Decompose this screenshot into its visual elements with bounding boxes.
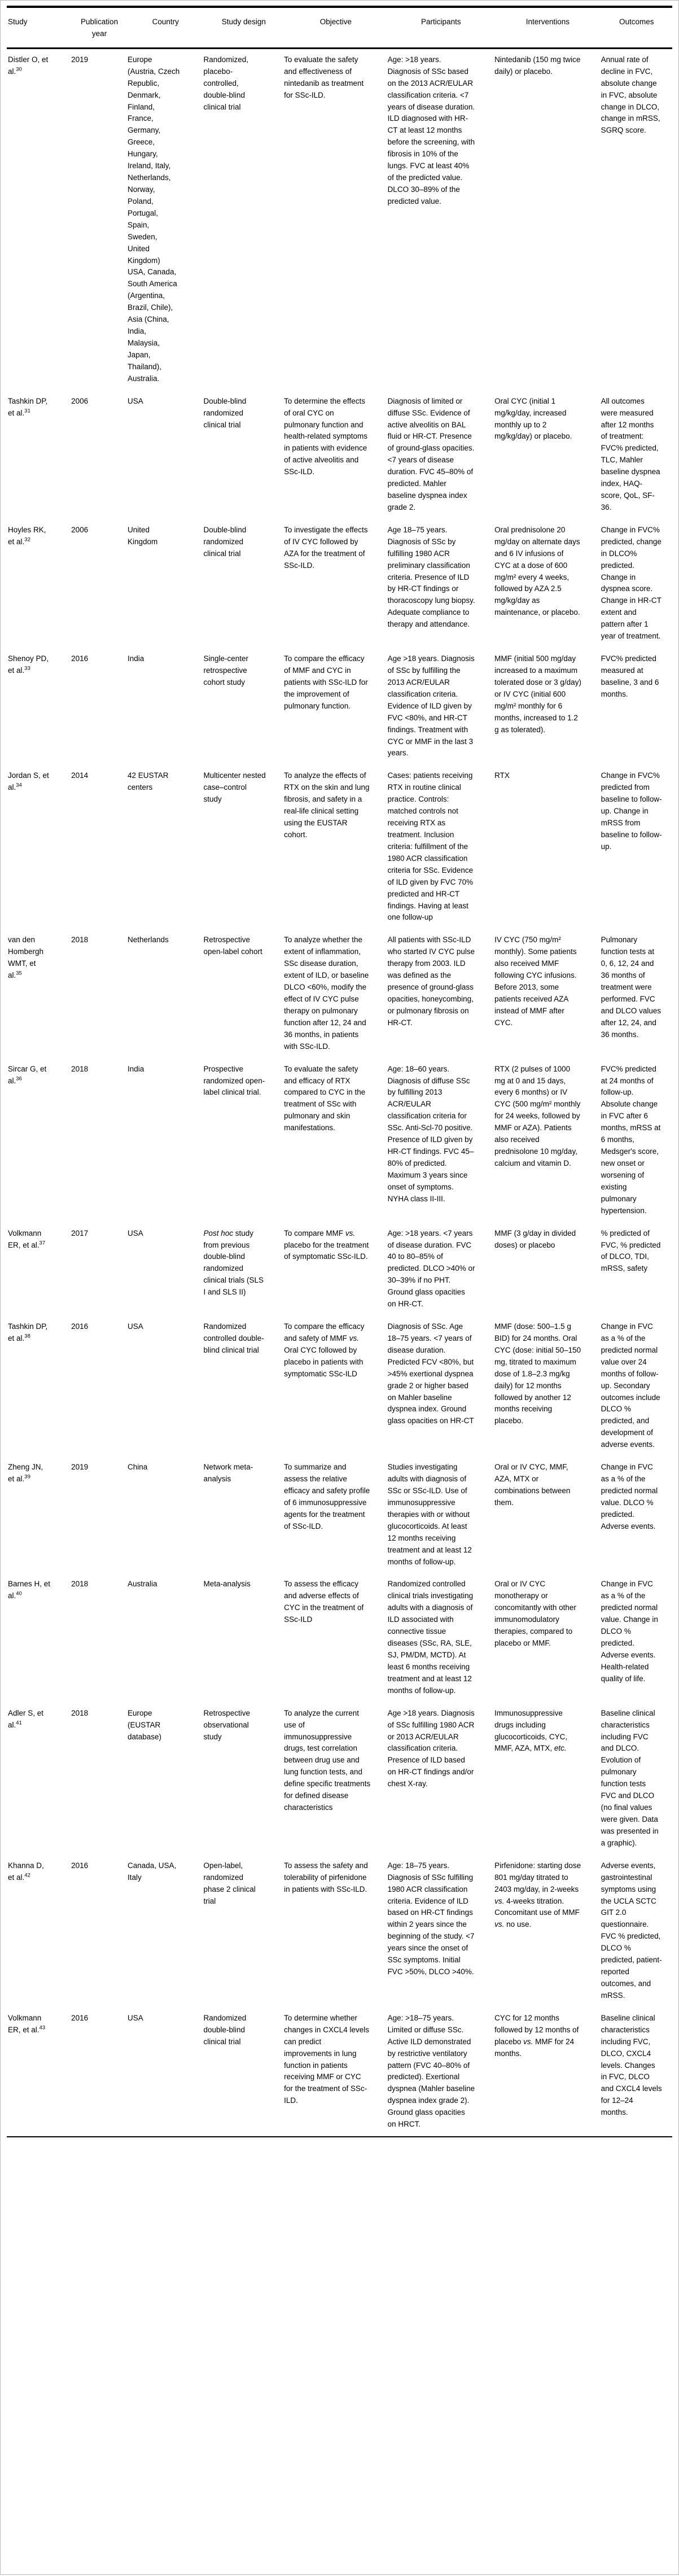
study-cell <box>7 1855 71 2008</box>
interventions-cell: RTX (2 pulses of 1000 mg at 0 and 15 days, every 6 months) or IV CYC (500 mg/m² monthly for 24 weeks, followed by MMF or AZA). Patients also received prednisolone 10 mg/day, calcium and vitamin D. <box>494 1064 581 1167</box>
outcomes-cell: Annual rate of decline in FVC, absolute change in FVC, absolute change in DLCO, change in mRSS, SGRQ score. <box>601 55 660 135</box>
objective-cell: To compare the efficacy of MMF and CYC in patients with SSc-ILD for the improvement of pulmonary function. <box>284 654 368 710</box>
table-body <box>7 48 672 2137</box>
study-cell <box>7 1573 71 1702</box>
reference-number: 33 <box>24 665 30 672</box>
interventions-cell: Oral or IV CYC monotherapy or concomitantly with other immunomodulatory therapies, compared to placebo or MMF. <box>494 1580 576 1648</box>
year-cell: 2017 <box>71 1228 89 1237</box>
year-cell: 2006 <box>71 396 89 405</box>
year-cell: 2014 <box>71 771 89 780</box>
design-cell: Double-blind randomized clinical trial <box>203 396 247 429</box>
table-row <box>7 519 672 648</box>
participants-cell: Randomized controlled clinical trials investigating adults with a diagnosis of ILD associated with connective tissue diseases (SSc, RA, SLE, SJ, PM/DM, MCTD). At least 6 months receiving treatment and at least 12 months of follow-up. <box>387 1580 474 1695</box>
reference-number: 30 <box>16 66 22 73</box>
year-cell: 2019 <box>71 1463 89 1472</box>
study-citation: Shenoy PD, et al. <box>8 654 49 675</box>
study-citation: Zheng JN, et al. <box>8 1463 43 1484</box>
objective-cell: To investigate the effects of IV CYC followed by AZA for the treatment of SSc-ILD. <box>284 525 368 570</box>
interventions-cell: MMF (3 g/day in divided doses) or placebo <box>494 1228 576 1249</box>
table-row <box>7 1457 672 1573</box>
column-header-study-design: Study design <box>203 7 284 48</box>
column-header-study: Study <box>7 7 71 48</box>
column-header-publication-year: Publication year <box>71 7 128 48</box>
outcomes-cell: FVC% predicted at 24 months of follow-up. Absolute change in FVC after 6 months, mRSS at 6 months, Medsger's score, new onset or worsening of existing pulmonary hypertension. <box>601 1064 661 1215</box>
design-cell: Open-label, randomized phase 2 clinical trial <box>203 1861 256 1905</box>
study-citation: Tashkin DP, et al. <box>8 396 48 417</box>
year-cell: 2019 <box>71 55 89 64</box>
country-cell: USA <box>127 1228 143 1237</box>
participants-cell: Age: >18 years. Diagnosis of SSc based on the 2013 ACR/EULAR classification criteria. <7 years of disease duration. ILD diagnosed with HR-CT at least 12 months before the screening, with fibrosis in 10% of the lungs. FVC at least 40% of the predicted value. DLCO 30–89% of the predicted value. <box>387 55 475 205</box>
country-cell: USA <box>127 1322 143 1331</box>
participants-cell: Age: 18–60 years. Diagnosis of diffuse SSc by fulfilling 2013 ACR/EULAR classification criteria for SSc. Anti-Scl-70 positive. Presence of ILD given by HR-CT findings. FVC 45–80% of predicted. Maximum 3 years since onset of symptoms. NYHA class II-III. <box>387 1064 474 1203</box>
objective-cell: To evaluate the safety and efficacy of RTX compared to CYC in the treatment of SSc with pulmonary and skin manifestations. <box>284 1064 366 1132</box>
study-cell <box>7 765 71 929</box>
design-cell: Randomized, placebo-controlled, double-blind clinical trial <box>203 55 249 111</box>
design-cell: Retrospective open-label cohort <box>203 935 262 956</box>
study-cell <box>7 929 71 1058</box>
outcomes-cell: % predicted of FVC, % predicted of DLCO, TDI, mRSS, safety <box>601 1228 661 1273</box>
interventions-cell: CYC for 12 months followed by 12 months of placebo vs. MMF for 24 months. <box>494 2013 579 2058</box>
table-row <box>7 765 672 929</box>
country-cell: China <box>127 1463 148 1472</box>
participants-cell: Diagnosis of limited or diffuse SSc. Evidence of active alveolitis on BAL fluid or HR-CT. Presence of ground-glass opacities. <7 years of disease duration. FVC 45–80% of predicted. Mahler baseline dyspnea index grade 2. <box>387 396 475 511</box>
year-cell: 2016 <box>71 1322 89 1331</box>
column-header-participants: Participants <box>388 7 495 48</box>
country-cell: Australia <box>127 1580 157 1589</box>
objective-cell: To analyze the effects of RTX on the skin and lung fibrosis, and safety in a real-life clinical setting using the EUSTAR cohort. <box>284 771 370 839</box>
reference-number: 41 <box>16 1720 22 1726</box>
interventions-cell: Immunosuppressive drugs including glucocorticoids, CYC, MMF, AZA, MTX, etc. <box>494 1708 568 1753</box>
country-cell: USA <box>127 396 143 405</box>
objective-cell: To compare MMF vs. placebo for the treatment of symptomatic SSc-ILD. <box>284 1228 369 1261</box>
country-cell: India <box>127 654 144 663</box>
participants-cell: All patients with SSc-ILD who started IV CYC pulse therapy from 2003. ILD was defined as the presence of ground-glass opacities, honeycombing, or pulmonary fibrosis on HR-CT. <box>387 935 475 1027</box>
participants-cell: Studies investigating adults with diagnosis of SSc or SSc-ILD. Use of immunosuppressive therapies with or without glucocorticoids. At least 12 months receiving treatment and at least 12 months of follow-up. <box>387 1463 472 1566</box>
table-row <box>7 1855 672 2008</box>
study-citation: Volkmann ER, et al. <box>8 2013 42 2034</box>
country-cell: Europe (Austria, Czech Republic, Denmark, Finland, France, Germany, Greece, Hungary, Ireland, Italy, Netherlands, Norway, Poland, Portugal, Spain, Sweden, United Kingdom) USA, Canada, South America (Argentina, Brazil, Chile), Asia (China, India, Malaysia, Japan, Thailand), Australia. <box>127 55 180 383</box>
study-citation: Tashkin DP, et al. <box>8 1322 48 1342</box>
study-cell <box>7 1223 71 1316</box>
interventions-cell: Pirfenidone: starting dose 801 mg/day titrated to 2403 mg/day, in 2-weeks vs. 4-weeks titration. Concomitant use of MMF vs. no use. <box>494 1861 581 1929</box>
study-cell <box>7 1703 71 1855</box>
table-row <box>7 2008 672 2137</box>
table-row <box>7 1703 672 1855</box>
design-cell: Network meta-analysis <box>203 1463 253 1484</box>
year-cell: 2016 <box>71 2013 89 2022</box>
outcomes-cell: Change in FVC as a % of the predicted normal value over 24 months of follow-up. Secondary outcomes include DLCO % predicted, and development of adverse events. <box>601 1322 660 1449</box>
reference-number: 36 <box>16 1075 22 1082</box>
study-citation: Distler O, et al. <box>8 55 49 76</box>
year-cell: 2016 <box>71 654 89 663</box>
design-cell: Multicenter nested case–control study <box>203 771 266 804</box>
table-header <box>7 7 672 48</box>
reference-number: 38 <box>24 1333 30 1340</box>
participants-cell: Age: >18 years. <7 years of disease duration. FVC 40 to 80–85% of predicted. DLCO >40% or 30–39% if no PHT. Ground glass opacities on HR-CT. <box>387 1228 475 1309</box>
reference-number: 34 <box>16 782 22 789</box>
year-cell: 2018 <box>71 1064 89 1073</box>
participants-cell: Cases: patients receiving RTX in routine clinical practice. Controls: matched controls not receiving RTX as treatment. Inclusion criteria: fulfillment of the 1980 ACR classification criteria for SSc. Evidence of ILD given by FVC 70% predicted and HR-CT findings. Having at least one follow-up <box>387 771 474 922</box>
design-cell: Post hoc study from previous double-blind randomized clinical trials (SLS I and SLS II) <box>203 1228 264 1297</box>
study-cell <box>7 2008 71 2137</box>
country-cell: 42 EUSTAR centers <box>127 771 169 792</box>
column-header-country: Country <box>128 7 204 48</box>
header-row <box>7 7 672 48</box>
interventions-cell: Oral prednisolone 20 mg/day on alternate days and 6 IV infusions of CYC at a dose of 600 mg/m² every 4 weeks, followed by AZA 2.5 mg/kg/day as maintenance, or placebo. <box>494 525 580 617</box>
objective-cell: To determine the effects of oral CYC on pulmonary function and health-related symptoms in patients with evidence of active alveolitis and SSc-ILD. <box>284 396 367 476</box>
participants-cell: Age 18–75 years. Diagnosis of SSc by fulfilling 1980 ACR preliminary classification criteria. Presence of ILD by HR-CT findings or thoracoscopy lung biopsy. Adequate compliance to therapy and attendance. <box>387 525 475 629</box>
design-cell: Single-center retrospective cohort study <box>203 654 249 686</box>
study-citation: Adler S, et al. <box>8 1708 44 1729</box>
design-cell: Randomized double-blind clinical trial <box>203 2013 247 2046</box>
design-cell: Double-blind randomized clinical trial <box>203 525 247 558</box>
year-cell: 2018 <box>71 1708 89 1717</box>
table-row <box>7 391 672 519</box>
study-citation: Sircar G, et al. <box>8 1064 47 1085</box>
outcomes-cell: Change in FVC% predicted, change in DLCO% predicted. Change in dyspnea score. Change in HR-CT extent and pattern after 1 year of treatment. <box>601 525 662 641</box>
interventions-cell: Oral CYC (initial 1 mg/kg/day, increased monthly up to 2 mg/kg/day) or placebo. <box>494 396 572 441</box>
study-citation: Hoyles RK, et al. <box>8 525 46 546</box>
study-cell <box>7 48 71 390</box>
interventions-cell: RTX <box>494 771 510 780</box>
interventions-cell: Oral or IV CYC, MMF, AZA, MTX or combinations between them. <box>494 1463 571 1507</box>
table-row <box>7 1316 672 1457</box>
table-row <box>7 648 672 765</box>
outcomes-cell: Baseline clinical characteristics including FVC and DLCO. Evolution of pulmonary function tests FVC and DLCO (no final values were given. Data was presented in a graphic). <box>601 1708 659 1847</box>
participants-cell: Diagnosis of SSc. Age 18–75 years. <7 years of disease duration. Predicted FCV <80%, but >45% exertional dyspnea grade 2 or higher based on Mahler baseline dyspnea index. Ground glass opacities on HR-CT <box>387 1322 474 1425</box>
study-cell <box>7 1316 71 1457</box>
reference-number: 35 <box>16 970 22 977</box>
design-cell: Prospective randomized open-label clinical trial. <box>203 1064 265 1097</box>
objective-cell: To summarize and assess the relative efficacy and safety profile of 6 immunosuppressive agents for the treatment of SSc-ILD. <box>284 1463 370 1530</box>
included-studies-table <box>7 6 672 2137</box>
objective-cell: To analyze the current use of immunosuppressive drugs, test correlation between drug use and lung function tests, and define specific treatments for defined disease characteristics <box>284 1708 371 1812</box>
table-row <box>7 1059 672 1223</box>
table-row <box>7 1573 672 1702</box>
study-cell <box>7 1457 71 1573</box>
reference-number: 32 <box>24 536 30 543</box>
reference-number: 31 <box>24 408 30 414</box>
study-citation: Volkmann ER, et al. <box>8 1228 42 1249</box>
study-cell <box>7 519 71 648</box>
participants-cell: Age >18 years. Diagnosis of SSc fulfilling 1980 ACR or 2013 ACR/EULAR classification criteria. Presence of ILD based on HR-CT findings and/or chest X-ray. <box>387 1708 475 1788</box>
design-cell: Meta-analysis <box>203 1580 251 1589</box>
country-cell: Netherlands <box>127 935 169 944</box>
interventions-cell: Nintedanib (150 mg twice daily) or placebo. <box>494 55 581 76</box>
design-cell: Randomized controlled double-blind clinical trial <box>203 1322 264 1354</box>
year-cell: 2018 <box>71 1580 89 1589</box>
year-cell: 2018 <box>71 935 89 944</box>
table-row <box>7 929 672 1058</box>
year-cell: 2016 <box>71 1861 89 1870</box>
study-citation: van den Hombergh WMT, et al. <box>8 935 44 980</box>
study-cell <box>7 1059 71 1223</box>
country-cell: India <box>127 1064 144 1073</box>
outcomes-cell: FVC% predicted measured at baseline, 3 and 6 months. <box>601 654 659 698</box>
column-header-objective: Objective <box>284 7 387 48</box>
reference-number: 42 <box>24 1872 30 1879</box>
objective-cell: To evaluate the safety and effectiveness of nintedanib as treatment for SSc-ILD. <box>284 55 364 99</box>
year-cell: 2006 <box>71 525 89 534</box>
objective-cell: To assess the safety and tolerability of pirfenidone in patients with SSc-ILD. <box>284 1861 368 1893</box>
outcomes-cell: Change in FVC as a % of the predicted normal value. Change in DLCO % predicted. Adverse events. Health-related quality of life. <box>601 1580 658 1683</box>
objective-cell: To analyze whether the extent of inflammation, SSc disease duration, extent of ILD, or baseline DLCO <60%, modify the effect of IV CYC pulse therapy on pulmonary function after 12, 24 and 36 months, in patients with SSc-ILD. <box>284 935 369 1051</box>
interventions-cell: MMF (dose: 500–1.5 g BID) for 24 months. Oral CYC (dose: initial 50–150 mg, titrated to maximum dose of 1.8–2.3 mg/kg daily) for 12 months followed by another 12 months receiving placebo. <box>494 1322 581 1425</box>
study-citation: Jordan S, et al. <box>8 771 49 792</box>
participants-cell: Age: >18–75 years. Limited or diffuse SSc. Active ILD demonstrated by restrictive ventilatory pattern (FVC 40–80% of predicted). Exertional dyspnea (Mahler baseline dyspnea index grade 2). Ground glass opacities on HRCT. <box>387 2013 475 2129</box>
country-cell: United Kingdom <box>127 525 158 546</box>
column-header-interventions: Interventions <box>494 7 601 48</box>
outcomes-cell: Change in FVC as a % of the predicted normal value. DLCO % predicted. Adverse events. <box>601 1463 658 1530</box>
objective-cell: To determine whether changes in CXCL4 levels can predict improvements in lung function in patients receiving MMF or CYC for the treatment of SSc-ILD. <box>284 2013 369 2105</box>
objective-cell: To compare the efficacy and safety of MMF vs. Oral CYC followed by placebo in patients with symptomatic SSc-ILD <box>284 1322 365 1378</box>
reference-number: 40 <box>16 1590 22 1597</box>
outcomes-cell: Pulmonary function tests at 0, 6, 12, 24 and 36 months of treatment were performed. FVC and DLCO values after 12, 24, and 36 months. <box>601 935 662 1039</box>
table-row <box>7 1223 672 1316</box>
participants-cell: Age: 18–75 years. Diagnosis of SSc fulfilling 1980 ACR classification criteria. Evidence of ILD based on HR-CT findings within 2 years since the beginning of the study. <7 years since the onset of SSc symptoms. Initial FVC >50%, DLCO >40%. <box>387 1861 475 1976</box>
outcomes-cell: All outcomes were measured after 12 months of treatment: FVC% predicted, TLC, Mahler baseline dyspnea index, HAQ-score, QoL, SF-36. <box>601 396 660 511</box>
interventions-cell: MMF (initial 500 mg/day increased to a maximum tolerated dose or 3 g/day) or IV CYC (initial 600 mg/m² monthly for 6 months, increased to 1.2 g as tolerated). <box>494 654 581 734</box>
reference-number: 43 <box>39 2024 46 2031</box>
country-cell: USA <box>127 2013 143 2022</box>
table-row <box>7 48 672 390</box>
country-cell: Canada, USA, Italy <box>127 1861 177 1882</box>
design-cell: Retrospective observational study <box>203 1708 251 1741</box>
outcomes-cell: Baseline clinical characteristics including FVC, DLCO, CXCL4 levels. Changes in FVC, DLCO and CXCL4 levels for 12–24 months. <box>601 2013 662 2117</box>
country-cell: Europe (EUSTAR database) <box>127 1708 162 1741</box>
interventions-cell: IV CYC (750 mg/m² monthly). Some patients also received MMF following CYC infusions. Before 2013, some patients received AZA instead of MMF after CYC. <box>494 935 577 1027</box>
reference-number: 37 <box>39 1240 46 1246</box>
study-cell <box>7 391 71 519</box>
reference-number: 39 <box>24 1473 30 1480</box>
objective-cell: To assess the efficacy and adverse effects of CYC in the treatment of SSc-ILD <box>284 1580 364 1624</box>
participants-cell: Age >18 years. Diagnosis of SSc by fulfilling the 2013 ACR/EULAR classification criteria. Evidence of ILD given by FVC <80%, and HR-CT findings. Treatment with CYC or MMF in the last 3 years. <box>387 654 475 758</box>
study-citation: Khanna D, et al. <box>8 1861 44 1882</box>
outcomes-cell: Adverse events, gastrointestinal symptoms using the UCLA SCTC GIT 2.0 questionnaire. FVC % predicted, DLCO % predicted, patient-reported outcomes, and mRSS. <box>601 1861 662 2000</box>
column-header-outcomes: Outcomes <box>601 7 672 48</box>
study-cell <box>7 648 71 765</box>
outcomes-cell: Change in FVC% predicted from baseline to follow-up. Change in mRSS from baseline to follow-up. <box>601 771 662 851</box>
study-citation: Barnes H, et al. <box>8 1580 51 1600</box>
